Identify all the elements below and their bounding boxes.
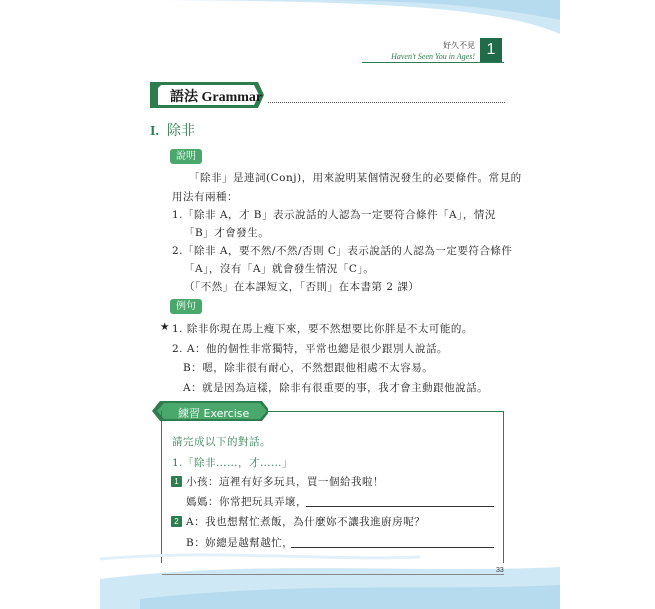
exercise-item-line: A：我也想幫忙煮飯，為什麼妳不讓我進廚房呢？: [186, 516, 426, 528]
section-number: I.: [150, 124, 159, 139]
explanation-line: 用法有兩種：: [172, 191, 238, 203]
section-title-text: 除非: [166, 123, 195, 139]
example-line: 1. 除非你現在馬上瘦下來，要不然想要比你胖是不太可能的。: [172, 323, 473, 335]
exercise-item-line: B：妳總是越幫越忙，: [186, 537, 294, 549]
footer-rule: [162, 574, 504, 575]
exercise-item-number: 2: [171, 516, 182, 527]
examples-badge: 例句: [170, 299, 202, 314]
star-marker: ★: [160, 321, 170, 333]
explanation-badge: 說明: [170, 149, 202, 164]
bottom-wave-decoration: [0, 519, 655, 609]
exercise-item-line: 小孩：這裡有好多玩具，買一個給我啦！: [186, 476, 384, 488]
explanation-line: 「A」，沒有「A」就會發生情況「C」。: [184, 263, 375, 275]
example-line: A：就是因為這樣，除非有很重要的事，我才會主動跟他說話。: [183, 382, 489, 394]
page-number: 33: [496, 567, 504, 574]
chapter-title: 好久不見: [443, 41, 475, 50]
section-title: [150, 120, 195, 140]
explanation-line: （「不然」在本課短文，「否則」在本書第 2 課）: [184, 281, 420, 293]
example-line: 2. A：他的個性非常獨特，平常也總是很少跟別人說話。: [172, 343, 448, 355]
exercise-item-number: 1: [171, 476, 182, 487]
grammar-heading: 語法 Grammar: [170, 90, 263, 105]
exercise-instruction: 請完成以下的對話。: [172, 436, 271, 448]
chapter-subtitle: Haven't Seen You in Ages!: [391, 52, 475, 61]
exercise-pattern: 1.「除非……，才……」: [172, 457, 294, 469]
chapter-number: 1: [480, 38, 502, 62]
chapter-header-rule: [362, 62, 504, 63]
example-line: B：嗯，除非很有耐心，不然想跟他相處不太容易。: [183, 362, 434, 374]
exercise-heading: 練習 Exercise: [178, 407, 250, 420]
explanation-line: 2.「除非 A，要不然/不然/否則 C」表示說話的人認為一定要符合條件: [172, 245, 513, 257]
explanation-line: 1.「除非 A，才 B」表示說話的人認為一定要符合條件「A」，情況: [172, 209, 496, 221]
explanation-line: 「B」才會發生。: [184, 227, 270, 239]
explanation-line: 「除非」是連詞(Conj)，用來說明某個情況發生的必要條件。常見的: [189, 172, 522, 184]
top-wave-decoration: [0, 0, 655, 80]
exercise-top-rule: [268, 411, 504, 412]
grammar-dotted-rule: [268, 102, 505, 103]
exercise-item-line: 媽媽：你常把玩具弄壞，: [186, 496, 307, 508]
answer-blank[interactable]: [306, 506, 494, 507]
